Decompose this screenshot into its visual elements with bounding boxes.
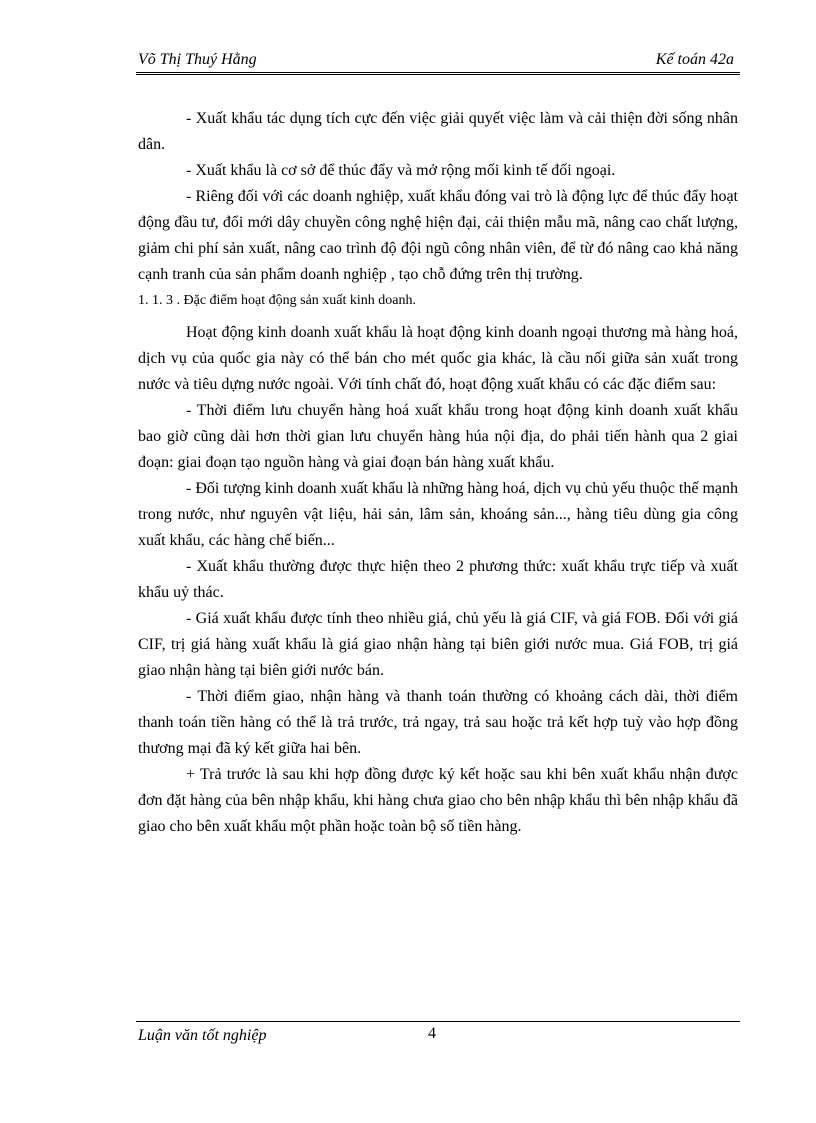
paragraph: - Thời điểm lưu chuyển hàng hoá xuất khẩu trong hoạt động kinh doanh xuất khẩu bao giờ cũng dài hơn thời gian lưu chuyển hàng húa nội địa, do phải tiến hành qua 2 giai đoạn: giai đoạn tạo nguồn hàng và giai đoạn bán hàng xuất khẩu. — [138, 402, 738, 471]
paragraph: - Giá xuất khẩu được tính theo nhiều giá, chủ yếu là giá CIF, và giá FOB. Đối với giá CIF, trị giá hàng xuất khẩu là giá giao nhận hàng tại biên giới nước mua. Giá FOB, trị giá giao nhận hàng tại biên giới nước bán. — [138, 610, 738, 679]
page-body — [138, 106, 738, 840]
footer-rule — [136, 1021, 740, 1022]
paragraph: - Riêng đối với các doanh nghiệp, xuất khẩu đóng vai trò là động lực để thúc đẩy hoạt động đầu tư, đổi mới dây chuyền công nghệ hiện đại, cải thiện mẫu mã, nâng cao chất lượng, giảm chi phí sản xuất, nâng cao trình độ đội ngũ công nhân viên, để từ đó nâng cao khả năng cạnh tranh của sản phẩm doanh nghiệp , tạo chỗ đứng trên thị trường. — [138, 188, 738, 283]
paragraph: - Xuất khẩu thường được thực hiện theo 2 phương thức: xuất khẩu trực tiếp và xuất khẩu uỷ thác. — [138, 558, 738, 601]
paragraph: - Xuất khẩu là cơ sở để thúc đẩy và mở rộng mối kinh tế đối ngoại. — [186, 162, 616, 179]
header-class: Kế toán 42a — [655, 51, 734, 68]
paragraph: Hoạt động kinh doanh xuất khẩu là hoạt động kinh doanh ngoại thương mà hàng hoá, dịch vụ của quốc gia này có thể bán cho mét quốc gia khác, là cầu nối giữa sản xuất trong nước và tiêu dựng nước ngoài. Với tính chất đó, hoạt động xuất khẩu có các đặc điểm sau: — [138, 324, 738, 393]
header-author: Võ Thị Thuý Hằng — [138, 51, 257, 68]
page-number: 4 — [428, 1025, 436, 1042]
header-rule-double — [136, 74, 740, 75]
paragraph: - Thời điểm giao, nhận hàng và thanh toán thường có khoảng cách dài, thời điểm thanh toán tiền hàng có thể là trả trước, trả ngay, trả sau hoặc trả kết hợp tuỳ vào hợp đồng thương mại đã ký kết giữa hai bên. — [138, 688, 738, 757]
paragraph: + Trả trước là sau khi hợp đồng được ký kết hoặc sau khi bên xuất khẩu nhận được đơn đặt hàng của bên nhập khẩu, khi hàng chưa giao cho bên nhập khẩu thì bên nhập khẩu đã giao cho bên xuất khẩu một phần hoặc toàn bộ số tiền hàng. — [138, 766, 738, 835]
footer-label: Luận văn tốt nghiệp — [138, 1027, 267, 1044]
paragraph: - Xuất khẩu tác dụng tích cực đến việc giải quyết việc làm và cải thiện đời sống nhân dân. — [138, 110, 738, 153]
header-rule — [136, 72, 740, 73]
section-heading: 1. 1. 3 . Đặc điểm hoạt động sản xuất kinh doanh. — [138, 293, 417, 308]
paragraph: - Đối tượng kinh doanh xuất khẩu là những hàng hoá, dịch vụ chủ yếu thuộc thế mạnh trong nước, như nguyên vật liệu, hải sản, lâm sản, khoáng sản..., hàng tiêu dùng gia công xuất khẩu, các hàng chế biến... — [138, 480, 738, 549]
